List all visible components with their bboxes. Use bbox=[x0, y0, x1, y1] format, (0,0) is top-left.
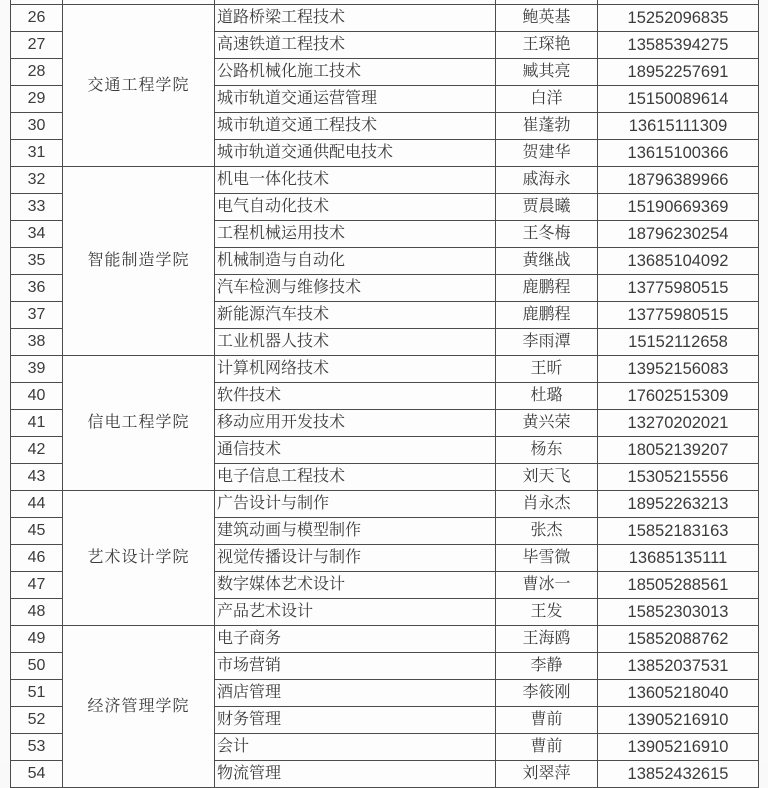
row-number-cell: 49 bbox=[11, 626, 63, 653]
major-cell: 数字媒体艺术设计 bbox=[215, 572, 496, 599]
row-number-cell: 31 bbox=[11, 140, 63, 167]
college-cell: 信电工程学院 bbox=[63, 356, 215, 491]
row-number-cell: 34 bbox=[11, 221, 63, 248]
contact-name-cell: 毕雪微 bbox=[496, 545, 598, 572]
major-cell: 软件技术 bbox=[215, 383, 496, 410]
phone-cell: 13905216910 bbox=[598, 734, 759, 761]
major-cell: 广告设计与制作 bbox=[215, 491, 496, 518]
phone-cell: 13905216910 bbox=[598, 707, 759, 734]
phone-cell: 13852432615 bbox=[598, 761, 759, 788]
table-row bbox=[11, 626, 759, 653]
row-number-cell: 36 bbox=[11, 275, 63, 302]
college-cell: 交通工程学院 bbox=[63, 5, 215, 167]
contact-name-cell: 杨东 bbox=[496, 437, 598, 464]
row-number-cell: 41 bbox=[11, 410, 63, 437]
row-number-cell: 26 bbox=[11, 5, 63, 32]
contact-name-cell: 王冬梅 bbox=[496, 221, 598, 248]
row-number-cell: 42 bbox=[11, 437, 63, 464]
row-number-cell: 44 bbox=[11, 491, 63, 518]
contact-name-cell: 黄继战 bbox=[496, 248, 598, 275]
phone-cell: 13605218040 bbox=[598, 680, 759, 707]
row-number-cell: 53 bbox=[11, 734, 63, 761]
major-cell: 产品艺术设计 bbox=[215, 599, 496, 626]
row-number-cell: 39 bbox=[11, 356, 63, 383]
contact-name-cell: 鹿鹏程 bbox=[496, 275, 598, 302]
college-cell: 艺术设计学院 bbox=[63, 491, 215, 626]
contact-name-cell: 戚海永 bbox=[496, 167, 598, 194]
contact-name-cell: 崔蓬勃 bbox=[496, 113, 598, 140]
major-cell: 汽车检测与维修技术 bbox=[215, 275, 496, 302]
row-number-cell: 35 bbox=[11, 248, 63, 275]
major-cell: 城市轨道交通工程技术 bbox=[215, 113, 496, 140]
phone-cell: 13775980515 bbox=[598, 302, 759, 329]
phone-cell: 18505288561 bbox=[598, 572, 759, 599]
table-row bbox=[11, 356, 759, 383]
row-number-cell: 47 bbox=[11, 572, 63, 599]
contact-name-cell: 曹前 bbox=[496, 707, 598, 734]
row-number-cell: 33 bbox=[11, 194, 63, 221]
contact-table bbox=[10, 0, 759, 788]
phone-cell: 18952257691 bbox=[598, 59, 759, 86]
contact-name-cell: 杜璐 bbox=[496, 383, 598, 410]
major-cell: 移动应用开发技术 bbox=[215, 410, 496, 437]
row-number-cell: 45 bbox=[11, 518, 63, 545]
row-number-cell: 43 bbox=[11, 464, 63, 491]
major-cell: 城市轨道交通运营管理 bbox=[215, 86, 496, 113]
contact-name-cell: 白洋 bbox=[496, 86, 598, 113]
contact-name-cell: 张杰 bbox=[496, 518, 598, 545]
row-number-cell: 50 bbox=[11, 653, 63, 680]
phone-cell: 13685135111 bbox=[598, 545, 759, 572]
phone-cell: 15252096835 bbox=[598, 5, 759, 32]
phone-cell: 13615111309 bbox=[598, 113, 759, 140]
row-number-cell: 32 bbox=[11, 167, 63, 194]
contact-name-cell: 贾晨曦 bbox=[496, 194, 598, 221]
phone-cell: 18052139207 bbox=[598, 437, 759, 464]
contact-name-cell: 贺建华 bbox=[496, 140, 598, 167]
major-cell: 视觉传播设计与制作 bbox=[215, 545, 496, 572]
phone-cell: 13585394275 bbox=[598, 32, 759, 59]
contact-name-cell: 李静 bbox=[496, 653, 598, 680]
row-number-cell: 52 bbox=[11, 707, 63, 734]
major-cell: 电气自动化技术 bbox=[215, 194, 496, 221]
contact-name-cell: 肖永杰 bbox=[496, 491, 598, 518]
major-cell: 高速铁道工程技术 bbox=[215, 32, 496, 59]
phone-cell: 13685104092 bbox=[598, 248, 759, 275]
table-row bbox=[11, 491, 759, 518]
major-cell: 酒店管理 bbox=[215, 680, 496, 707]
contact-name-cell: 臧其亮 bbox=[496, 59, 598, 86]
phone-cell: 17602515309 bbox=[598, 383, 759, 410]
phone-cell: 15852303013 bbox=[598, 599, 759, 626]
contact-name-cell: 鹿鹏程 bbox=[496, 302, 598, 329]
contact-table-body bbox=[11, 0, 759, 788]
college-cell: 智能制造学院 bbox=[63, 167, 215, 356]
contact-name-cell: 曹冰一 bbox=[496, 572, 598, 599]
contact-name-cell: 王海鸥 bbox=[496, 626, 598, 653]
phone-cell: 15190669369 bbox=[598, 194, 759, 221]
phone-cell: 15305215556 bbox=[598, 464, 759, 491]
contact-name-cell: 鲍英基 bbox=[496, 5, 598, 32]
major-cell: 电子商务 bbox=[215, 626, 496, 653]
major-cell: 工程机械运用技术 bbox=[215, 221, 496, 248]
contact-name-cell: 李筱刚 bbox=[496, 680, 598, 707]
contact-name-cell: 王发 bbox=[496, 599, 598, 626]
row-number-cell: 40 bbox=[11, 383, 63, 410]
major-cell: 计算机网络技术 bbox=[215, 356, 496, 383]
phone-cell: 18952263213 bbox=[598, 491, 759, 518]
major-cell: 道路桥梁工程技术 bbox=[215, 5, 496, 32]
major-cell: 城市轨道交通供配电技术 bbox=[215, 140, 496, 167]
row-number-cell: 46 bbox=[11, 545, 63, 572]
contact-name-cell: 刘翠萍 bbox=[496, 761, 598, 788]
major-cell: 机电一体化技术 bbox=[215, 167, 496, 194]
contact-name-cell: 刘天飞 bbox=[496, 464, 598, 491]
major-cell: 会计 bbox=[215, 734, 496, 761]
phone-cell: 15852088762 bbox=[598, 626, 759, 653]
major-cell: 新能源汽车技术 bbox=[215, 302, 496, 329]
phone-cell: 18796230254 bbox=[598, 221, 759, 248]
row-number-cell: 29 bbox=[11, 86, 63, 113]
phone-cell: 13775980515 bbox=[598, 275, 759, 302]
major-cell: 公路机械化施工技术 bbox=[215, 59, 496, 86]
major-cell: 市场营销 bbox=[215, 653, 496, 680]
contact-name-cell: 黄兴荣 bbox=[496, 410, 598, 437]
major-cell: 财务管理 bbox=[215, 707, 496, 734]
contact-name-cell: 李雨潭 bbox=[496, 329, 598, 356]
row-number-cell: 30 bbox=[11, 113, 63, 140]
contact-name-cell: 曹前 bbox=[496, 734, 598, 761]
phone-cell: 13852037531 bbox=[598, 653, 759, 680]
college-cell: 经济管理学院 bbox=[63, 626, 215, 788]
phone-cell: 15852183163 bbox=[598, 518, 759, 545]
contact-name-cell: 王昕 bbox=[496, 356, 598, 383]
table-row bbox=[11, 167, 759, 194]
row-number-cell: 38 bbox=[11, 329, 63, 356]
row-number-cell: 48 bbox=[11, 599, 63, 626]
row-number-cell: 37 bbox=[11, 302, 63, 329]
phone-cell: 15152112658 bbox=[598, 329, 759, 356]
major-cell: 电子信息工程技术 bbox=[215, 464, 496, 491]
phone-cell: 13952156083 bbox=[598, 356, 759, 383]
row-number-cell: 54 bbox=[11, 761, 63, 788]
major-cell: 物流管理 bbox=[215, 761, 496, 788]
contact-name-cell: 王琛艳 bbox=[496, 32, 598, 59]
major-cell: 机械制造与自动化 bbox=[215, 248, 496, 275]
phone-cell: 13270202021 bbox=[598, 410, 759, 437]
table-row bbox=[11, 5, 759, 32]
major-cell: 建筑动画与模型制作 bbox=[215, 518, 496, 545]
row-number-cell: 28 bbox=[11, 59, 63, 86]
major-cell: 通信技术 bbox=[215, 437, 496, 464]
row-number-cell: 27 bbox=[11, 32, 63, 59]
phone-cell: 15150089614 bbox=[598, 86, 759, 113]
row-number-cell: 51 bbox=[11, 680, 63, 707]
phone-cell: 18796389966 bbox=[598, 167, 759, 194]
phone-cell: 13615100366 bbox=[598, 140, 759, 167]
major-cell: 工业机器人技术 bbox=[215, 329, 496, 356]
